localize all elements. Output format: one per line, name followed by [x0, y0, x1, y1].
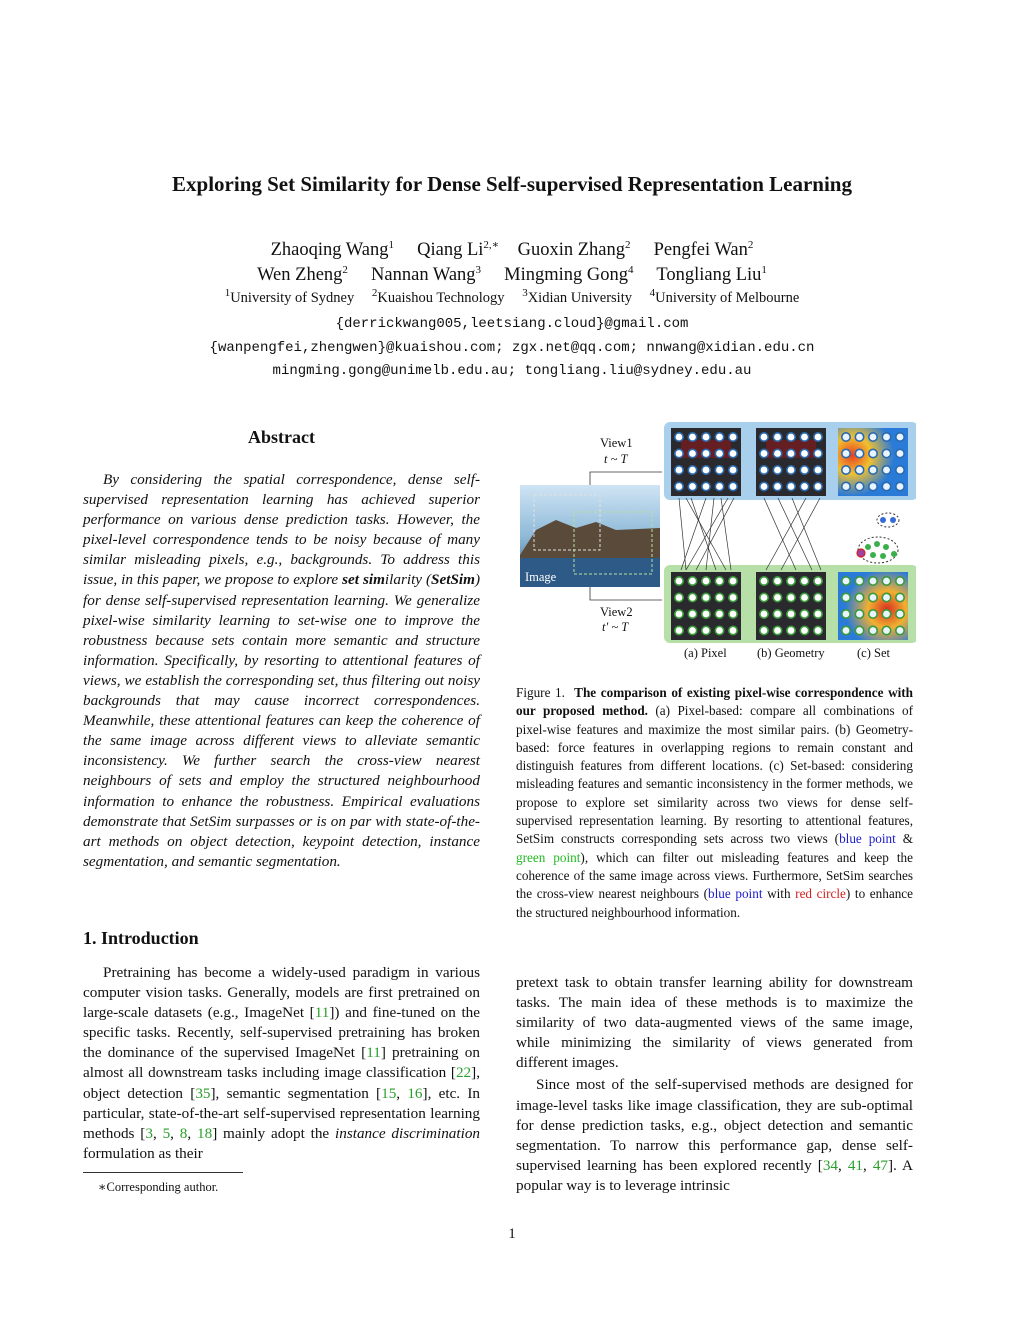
feature-point [760, 482, 768, 490]
feature-point [814, 593, 822, 601]
citation-link[interactable]: 34 [822, 1156, 838, 1174]
feature-point [896, 466, 904, 474]
feature-point [855, 626, 863, 634]
author: Qiang $Li^{2,∗}$ [417, 238, 500, 260]
feature-point [787, 466, 795, 474]
author: Mingming Gong$^4$ [504, 263, 634, 285]
feature-point [814, 482, 822, 490]
email-line: {wanpengfei,zhengwen}@kuaishou.com; zgx.net@qq.com; nnwang@xidian.edu.cn [209, 340, 815, 356]
feature-point [773, 466, 781, 474]
red-circle-neighbour [857, 549, 865, 557]
feature-point [882, 466, 890, 474]
image-label: Image [525, 570, 557, 584]
feature-point [842, 577, 850, 585]
feature-point [787, 626, 795, 634]
subfigure-label-b: (b) Geometry [757, 646, 825, 660]
feature-point [729, 610, 737, 618]
citation-link[interactable]: 22 [455, 1064, 472, 1082]
feature-point [715, 449, 723, 457]
feature-point [869, 449, 877, 457]
feature-point [715, 610, 723, 618]
feature-point [800, 482, 808, 490]
feature-point [842, 466, 850, 474]
feature-point [855, 482, 863, 490]
feature-point [800, 433, 808, 441]
feature-point [842, 626, 850, 634]
feature-point [688, 610, 696, 618]
citation-link[interactable]: 18 [197, 1124, 213, 1142]
footnote: ∗Corresponding author. [98, 1180, 219, 1194]
citation-link[interactable]: 47 [872, 1156, 888, 1174]
intro-heading: 1. Introduction [83, 928, 199, 948]
feature-point [842, 482, 850, 490]
email-line: {derrickwang005,leetsiang.cloud}@gmail.com [335, 316, 689, 332]
affiliations [0, 287, 1024, 307]
feature-point [702, 449, 710, 457]
feature-point [787, 482, 795, 490]
feature-point [896, 577, 904, 585]
feature-point [773, 577, 781, 585]
feature-point [675, 433, 683, 441]
geometry-correspondence-lines [764, 498, 821, 570]
feature-point [675, 577, 683, 585]
feature-point [773, 482, 781, 490]
feature-point [715, 577, 723, 585]
feature-point [855, 593, 863, 601]
feature-point [715, 466, 723, 474]
feature-point [675, 449, 683, 457]
feature-point [773, 593, 781, 601]
author: Tongliang Liu$^1$ [656, 263, 767, 285]
view1-transform: t ~ T [604, 452, 628, 466]
figure-1 [516, 410, 916, 670]
feature-point [882, 449, 890, 457]
pixel-correspondence-lines [679, 498, 734, 570]
feature-point [869, 610, 877, 618]
footnote-rule [83, 1172, 243, 1173]
intro-body: Pretraining has become a widely-used paradigm in various computer vision tasks. Generally, models are first pretrained on large-scale datasets (e.g., ImageNet [11]) and fine-tuned on the specific tasks. Recently, self-supervised pretraining has broken the dominance of the supervised ImageNet [11] pretraining on almost all downstream tasks including image classification [22], object detection [35], semantic segmentation [15, 16], etc. In particular, state-of-the-art self-supervised representation learning methods [3, 5, 8, 18] mainly adopt the instance discrimination formulation as their [83, 964, 481, 1162]
feature-point [675, 593, 683, 601]
feature-point [800, 466, 808, 474]
feature-point [896, 449, 904, 457]
feature-point [688, 593, 696, 601]
feature-point [842, 449, 850, 457]
feature-point [882, 626, 890, 634]
feature-point [869, 593, 877, 601]
feature-point [869, 482, 877, 490]
feature-point [787, 577, 795, 585]
feature-point [715, 626, 723, 634]
citation-link[interactable]: 11 [366, 1044, 381, 1062]
feature-point [715, 593, 723, 601]
view1-label: View1 [600, 436, 633, 450]
feature-point [896, 593, 904, 601]
citation-link[interactable]: 11 [314, 1004, 330, 1022]
feature-point [855, 577, 863, 585]
feature-point [882, 577, 890, 585]
authors-line-2 [0, 265, 1024, 286]
arrow-to-view1 [590, 472, 662, 485]
feature-point [800, 626, 808, 634]
green-point [891, 551, 897, 557]
feature-point [814, 610, 822, 618]
abstract-heading: Abstract [248, 427, 315, 447]
feature-point [729, 482, 737, 490]
abstract-body: By considering the spatial correspondence, dense self-supervised representation learning has achieved superior performance on various dense prediction tasks. However, the pixel-level correspondence tends to be noisy because of many similar misleading pixels, e.g., backgrounds. To address this issue, in this paper, we propose to explore set similarity (SetSim) for dense self-supervised representation learning. We generalize pixel-wise similarity learning to set-wise one to improve the robustness because sets contain more semantic and structure information. Specifically, by resorting to attentional features of views, we establish the corresponding set, thus filtering out noisy backgrounds that may cause incorrect correspondences. Meanwhile, these attentional features can keep the coherence of the same image across different views to alleviate semantic inconsistency. We further search the cross-view nearest neighbours of sets and employ the structured neighbourhood information to enhance the robustness. Empirical evaluations demonstrate that SetSim surpasses or is on par with state-of-the-art methods on object detection, keypoint detection, instance segmentation, and semantic segmentation. [83, 471, 480, 870]
figure-caption: Figure 1. The comparison of existing pixel-wise correspondence with our proposed method. (a) Pixel-based: compare all combinations of pixel-wise features and maximize the most similar pairs. (b) Geometry-based: force features in overlapping regions to remain constant and distinguish features from different locations. (c) Set-based: considering misleading features and semantic inconsistency in the former methods, we propose to explore set similarity across two views for dense self-supervised representation learning. By resorting to attentional features, SetSim constructs corresponding sets across two views (blue point & green point), which can filter out misleading features and keep the coherence of the same image across views. Furthermore, SetSim searches the cross-view nearest neighbours (blue point with red circle) to enhance the structured neighbourhood information. [516, 685, 913, 920]
feature-point [688, 626, 696, 634]
citation-link[interactable]: 41 [847, 1156, 863, 1174]
feature-point [729, 449, 737, 457]
feature-point [869, 433, 877, 441]
feature-point [855, 610, 863, 618]
feature-point [814, 626, 822, 634]
feature-point [715, 433, 723, 441]
green-point [880, 553, 886, 559]
feature-point [896, 626, 904, 634]
feature-point [882, 610, 890, 618]
affiliation: $^3$Xidian University [522, 287, 632, 306]
feature-point [896, 433, 904, 441]
citation-link[interactable]: 3 [145, 1124, 153, 1142]
feature-point [760, 466, 768, 474]
feature-point [702, 482, 710, 490]
author: Pengfei Wan$^2$ [653, 238, 754, 260]
author: Nannan Wang$^3$ [371, 263, 482, 285]
feature-point [814, 449, 822, 457]
feature-point [760, 610, 768, 618]
feature-point [702, 593, 710, 601]
feature-point [760, 593, 768, 601]
feature-point [729, 433, 737, 441]
green-point [874, 541, 880, 547]
feature-point [760, 577, 768, 585]
paper-title: Exploring Set Similarity for Dense Self-supervised Representation Learning [172, 172, 852, 196]
feature-point [729, 626, 737, 634]
feature-point [702, 433, 710, 441]
blue-point [880, 517, 886, 523]
feature-point [787, 593, 795, 601]
green-point [883, 544, 889, 550]
feature-point [688, 433, 696, 441]
feature-point [800, 449, 808, 457]
feature-point [842, 610, 850, 618]
feature-point [702, 577, 710, 585]
feature-point [896, 610, 904, 618]
feature-point [702, 626, 710, 634]
feature-point [773, 433, 781, 441]
feature-point [855, 433, 863, 441]
green-point [865, 544, 871, 550]
right-column-body: pretext task to obtain transfer learning ability for downstream tasks. The main idea of these methods is to maximize the similarity of two data-augmented views of the same image, while minimizing the similarity of views generated from different images. Since most of the self-supervised methods are designed for image-level tasks like image classification, they are sub-optimal for dense prediction tasks, e.g., object detection and semantic segmentation. To narrow this performance gap, dense self-supervised learning has been explored recently [34, 41, 47]. A popular way is to leverage intrinsic [516, 974, 913, 1194]
feature-point [715, 482, 723, 490]
feature-point [787, 449, 795, 457]
author: Guoxin Zhang$^2$ [517, 238, 631, 260]
feature-point [675, 610, 683, 618]
feature-point [882, 482, 890, 490]
feature-point [842, 593, 850, 601]
view2-label: View2 [600, 605, 633, 619]
feature-point [760, 449, 768, 457]
feature-point [702, 466, 710, 474]
blue-point [890, 517, 896, 523]
feature-point [882, 433, 890, 441]
affiliation: $^1$University of Sydney [224, 287, 355, 306]
feature-point [814, 433, 822, 441]
author: Zhaoqing Wang$^1$ [270, 238, 394, 260]
feature-point [896, 482, 904, 490]
green-point [870, 552, 876, 558]
affiliation: $^2$Kuaishou Technology [371, 287, 505, 306]
feature-point [787, 433, 795, 441]
subfigure-label-a: (a) Pixel [684, 646, 727, 660]
feature-point [869, 466, 877, 474]
feature-point [688, 466, 696, 474]
feature-point [729, 593, 737, 601]
feature-point [855, 466, 863, 474]
feature-point [688, 449, 696, 457]
citation-link[interactable]: 15 [381, 1084, 397, 1102]
view2-transform: t′ ~ T [602, 620, 629, 634]
author: Wen Zheng$^2$ [257, 263, 348, 285]
feature-point [814, 577, 822, 585]
feature-point [675, 626, 683, 634]
feature-point [729, 577, 737, 585]
feature-point [800, 610, 808, 618]
feature-point [855, 449, 863, 457]
feature-point [675, 482, 683, 490]
feature-point [800, 577, 808, 585]
figure-1-graphic [516, 410, 916, 670]
email-line: mingming.gong@unimelb.edu.au; tongliang.liu@sydney.edu.au [272, 363, 752, 379]
authors-line-1 [0, 240, 1024, 261]
feature-point [773, 449, 781, 457]
feature-point [773, 626, 781, 634]
feature-point [882, 593, 890, 601]
arrow-to-view2 [590, 587, 662, 600]
feature-point [773, 610, 781, 618]
affiliation: $^4$University of Melbourne [649, 287, 800, 306]
feature-point [869, 577, 877, 585]
feature-point [688, 482, 696, 490]
feature-point [869, 626, 877, 634]
feature-point [688, 577, 696, 585]
feature-point [729, 466, 737, 474]
page-number: 1 [508, 1226, 516, 1242]
feature-point [787, 610, 795, 618]
feature-point [814, 466, 822, 474]
citation-link[interactable]: 35 [195, 1084, 211, 1102]
subfigure-label-c: (c) Set [857, 646, 890, 660]
feature-point [760, 626, 768, 634]
feature-point [702, 610, 710, 618]
feature-point [675, 466, 683, 474]
feature-point [760, 433, 768, 441]
citation-link[interactable]: 8 [179, 1124, 188, 1142]
citation-link[interactable]: 5 [162, 1124, 171, 1142]
feature-point [800, 593, 808, 601]
citation-link[interactable]: 16 [407, 1084, 423, 1102]
feature-point [842, 433, 850, 441]
